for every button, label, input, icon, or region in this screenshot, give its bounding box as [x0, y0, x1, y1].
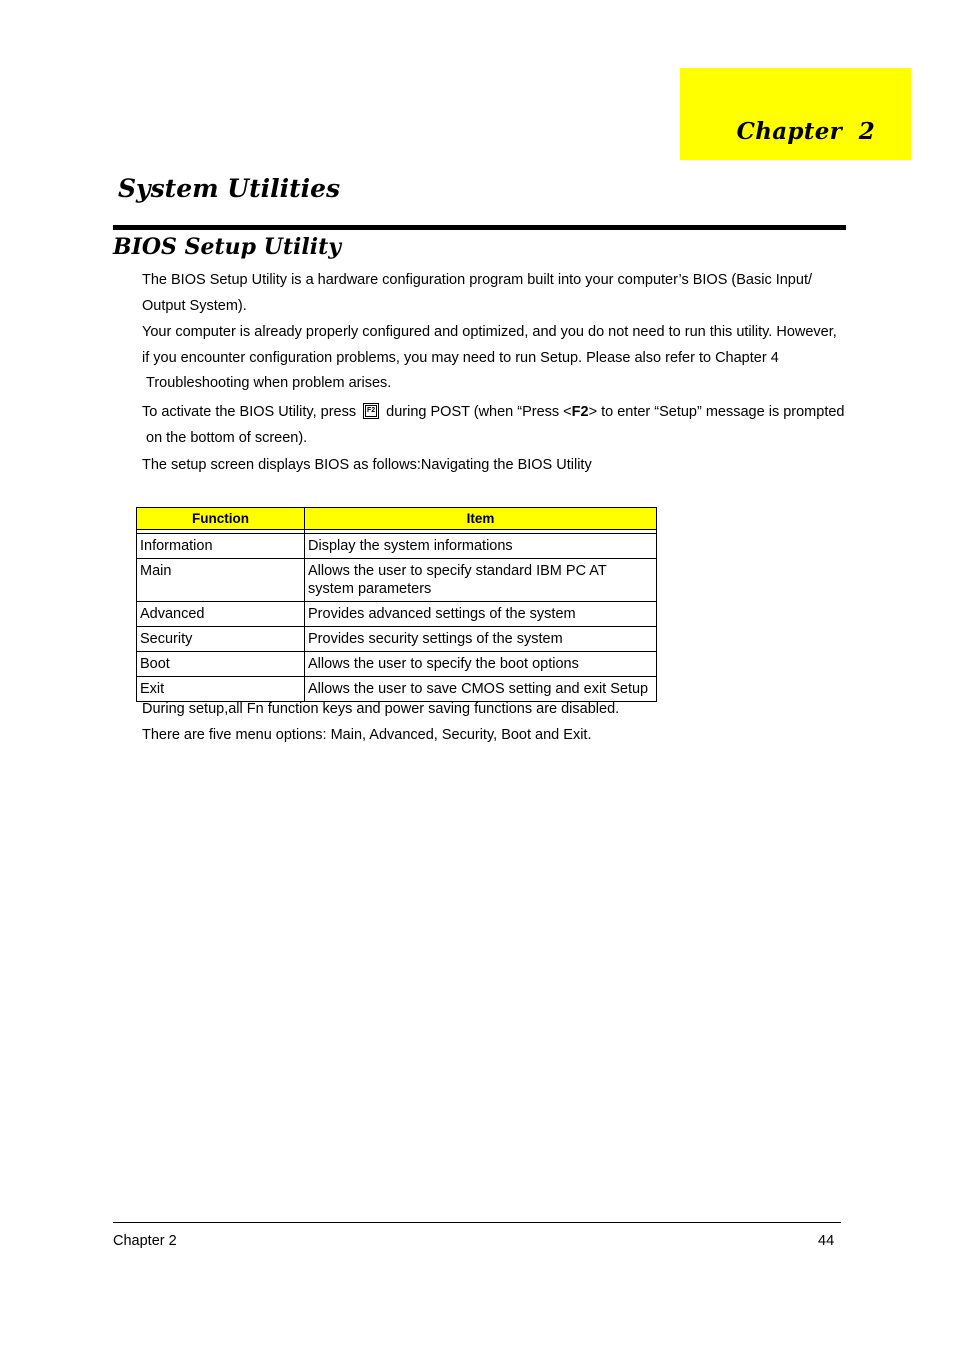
chapter-label: Chapter 2	[736, 118, 875, 145]
activate-text: > to enter “Setup” message is prompted	[588, 404, 845, 420]
intro-line: Output System).	[142, 297, 247, 314]
config-paragraph	[142, 320, 852, 397]
table-row	[137, 534, 657, 559]
item-cell: Display the system informations	[305, 534, 657, 559]
display-paragraph	[142, 453, 852, 479]
footer-divider	[113, 1222, 841, 1223]
footer-chapter: Chapter 2	[113, 1233, 177, 1249]
function-cell: Main	[137, 559, 305, 602]
item-cell: Provides security settings of the system	[305, 627, 657, 652]
after-table-line: There are five menu options: Main, Advanced, Security, Boot and Exit.	[142, 726, 592, 743]
activate-paragraph	[142, 400, 852, 451]
activate-line: on the bottom of screen).	[146, 429, 308, 446]
page-title: System Utilities	[118, 174, 341, 203]
table-header-row	[137, 508, 657, 530]
after-table-line: During setup,all Fn function keys and power saving functions are disabled.	[142, 701, 620, 717]
f2-key-label: F2	[365, 405, 377, 417]
activate-text: during POST (when “Press <	[386, 404, 572, 420]
table-row	[137, 627, 657, 652]
activate-text: To activate the BIOS Utility, press	[142, 404, 357, 420]
section-title: BIOS Setup Utility	[113, 234, 342, 260]
after-table-paragraph	[142, 697, 852, 748]
table-header-item: Item	[305, 508, 657, 530]
item-cell: Allows the user to save CMOS setting and exit Setup	[305, 677, 657, 702]
function-cell: Advanced	[137, 602, 305, 627]
function-table	[136, 507, 657, 702]
table-row	[137, 652, 657, 677]
function-cell: Security	[137, 627, 305, 652]
function-cell: Information	[137, 534, 305, 559]
item-cell: Provides advanced settings of the system	[305, 602, 657, 627]
config-line: Your computer is already properly configured and optimized, and you do not need to run this utility. However,	[142, 324, 837, 340]
item-cell: Allows the user to specify the boot options	[305, 652, 657, 677]
table-row	[137, 602, 657, 627]
f2-key-icon	[363, 403, 379, 419]
function-cell: Exit	[137, 677, 305, 702]
table-header-function: Function	[137, 508, 305, 530]
page-number: 44	[818, 1233, 835, 1249]
display-line: The setup screen displays BIOS as follows:Navigating the BIOS Utility	[142, 457, 592, 473]
intro-line: The BIOS Setup Utility is a hardware configuration program built into your computer’s BIOS (Basic Input/	[142, 272, 812, 288]
table-row	[137, 559, 657, 602]
f2-key-text: F2	[571, 404, 589, 420]
config-line: Troubleshooting when problem arises.	[146, 375, 392, 391]
intro-paragraph	[142, 268, 852, 319]
chapter-banner	[680, 68, 911, 160]
item-cell: Allows the user to specify standard IBM PC AT system parameters	[305, 559, 657, 602]
config-line: if you encounter configuration problems, you may need to run Setup. Please also refer to Chapter 4	[142, 349, 779, 366]
title-divider	[113, 225, 846, 230]
function-cell: Boot	[137, 652, 305, 677]
activate-line	[142, 400, 852, 426]
